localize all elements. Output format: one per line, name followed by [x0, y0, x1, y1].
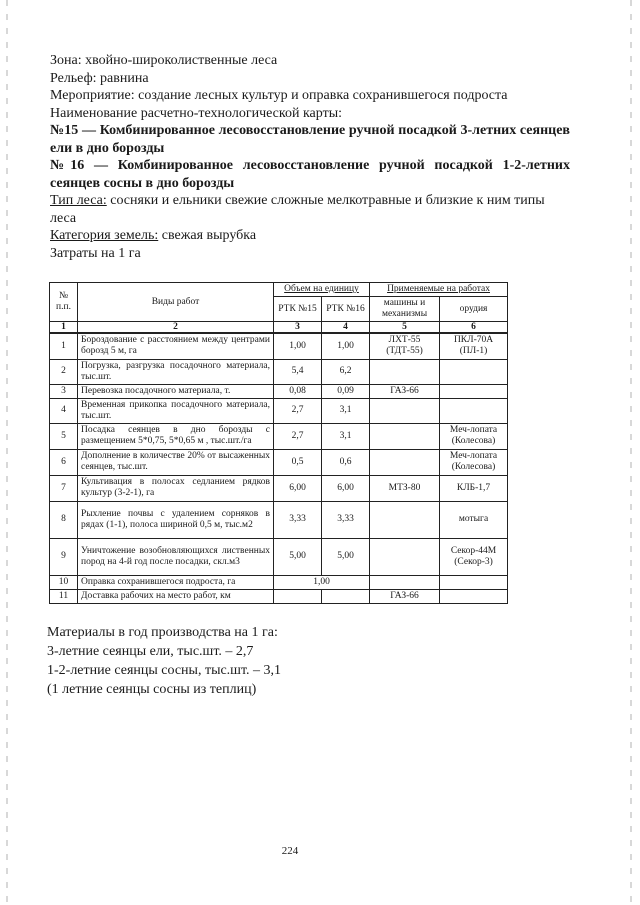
zone-line: Зона: хвойно-широколиственные леса: [50, 53, 278, 68]
row-tool: Секор-44М (Секор-3): [440, 538, 508, 575]
row-volume-merged: 1,00: [274, 575, 370, 589]
row-number: 7: [50, 475, 78, 501]
row-rtk15: 1,00: [274, 333, 322, 359]
row-work: Бороздование с расстоянием между центрами борозд 5 м, га: [78, 333, 274, 359]
row-number: 8: [50, 501, 78, 538]
row-rtk16: 6,00: [322, 475, 370, 501]
table-row: [50, 333, 508, 359]
row-number: 9: [50, 538, 78, 575]
row-number: 10: [50, 575, 78, 589]
row-number: 5: [50, 423, 78, 449]
table-row: [50, 575, 508, 589]
row-rtk15: 6,00: [274, 475, 322, 501]
row-tool: [440, 398, 508, 423]
table-row: [50, 398, 508, 423]
row-tool: [440, 359, 508, 384]
row-work: Уничтожение возобновляющихся лиственных пород на 4-й год после посадки, скл.м3: [78, 538, 274, 575]
header-machines: машины и механизмы: [370, 297, 440, 322]
row-machine: ГАЗ-66: [370, 589, 440, 603]
row-number: 11: [50, 589, 78, 603]
page-number: 224: [281, 845, 299, 857]
row-machine: [370, 449, 440, 475]
row-rtk16: 3,33: [322, 501, 370, 538]
row-work: Погрузка, разгрузка посадочного материала, тыс.шт.: [78, 359, 274, 384]
row-machine: [370, 538, 440, 575]
header-tools: орудия: [440, 297, 508, 322]
table-row: [50, 359, 508, 384]
row-tool: [440, 589, 508, 603]
land-category-value: свежая вырубка: [158, 228, 257, 243]
row-tool: КЛБ-1,7: [440, 475, 508, 501]
row-machine: [370, 423, 440, 449]
row-rtk15: 3,33: [274, 501, 322, 538]
header-applied: Применяемые на работах: [370, 283, 508, 297]
relief-line: Рельеф: равнина: [50, 70, 149, 86]
row-rtk15: 5,4: [274, 359, 322, 384]
row-work: Дополнение в количестве 20% от высаженных сеянцев, тыс.шт.: [78, 449, 274, 475]
row-rtk16: 3,1: [322, 423, 370, 449]
index-cell: 4: [322, 322, 370, 334]
row-rtk16: [322, 589, 370, 603]
row-rtk16: 5,00: [322, 538, 370, 575]
forest-type-value: сосняки и ельники свежие сложные мелкотравные и близкие к ним типы леса: [50, 193, 545, 226]
row-rtk15: 2,7: [274, 398, 322, 423]
row-rtk16: 6,2: [322, 359, 370, 384]
scan-edge-left: [6, 0, 8, 905]
table-row: [50, 384, 508, 398]
row-number: 6: [50, 449, 78, 475]
materials-line: (1 летние сеянцы сосны из теплиц): [47, 682, 257, 697]
intro-block: [50, 52, 570, 262]
index-cell: 5: [370, 322, 440, 334]
materials-line: 1-2-летние сеянцы сосны, тыс.шт. – 3,1: [47, 663, 282, 678]
row-number: 1: [50, 333, 78, 359]
row-work: Перевозка посадочного материала, т.: [78, 384, 274, 398]
row-rtk16: 0,6: [322, 449, 370, 475]
row-number: 3: [50, 384, 78, 398]
table-row: [50, 449, 508, 475]
index-cell: 1: [50, 322, 78, 334]
materials-line: 3-летние сеянцы ели, тыс.шт. – 2,7: [47, 644, 254, 659]
row-number: 2: [50, 359, 78, 384]
row-rtk16: 0,09: [322, 384, 370, 398]
row-tool: Меч-лопата (Колесова): [440, 423, 508, 449]
row-tool: Меч-лопата (Колесова): [440, 449, 508, 475]
row-rtk15: 2,7: [274, 423, 322, 449]
header-works: Виды работ: [78, 283, 274, 322]
card-title-16: №16 — Комбинированное лесовосстановление ручной посадкой 1-2-летних сеянцев сосны в дно борозды: [50, 158, 570, 191]
card-title-15: №15 — Комбинированное лесовосстановление ручной посадкой 3-летних сеянцев ели в дно борозды: [50, 123, 570, 156]
row-machine: ГАЗ-66: [370, 384, 440, 398]
forest-type-label: Тип леса:: [50, 193, 107, 208]
row-machine: [370, 398, 440, 423]
row-machine: [370, 575, 440, 589]
table-row: [50, 589, 508, 603]
header-rtk15: РТК №15: [274, 297, 322, 322]
row-tool: ПКЛ-70А (ПЛ-1): [440, 333, 508, 359]
materials-block: [47, 623, 447, 699]
row-rtk16: 3,1: [322, 398, 370, 423]
row-tool: [440, 384, 508, 398]
table-row: [50, 538, 508, 575]
row-rtk16: 1,00: [322, 333, 370, 359]
row-work: Посадка сеянцев в дно борозды с размещением 5*0,75, 5*0,65 м , тыс.шт./га: [78, 423, 274, 449]
row-rtk15: 0,08: [274, 384, 322, 398]
costs-table: [49, 282, 508, 604]
index-cell: 2: [78, 322, 274, 334]
row-machine: МТЗ-80: [370, 475, 440, 501]
row-tool: мотыга: [440, 501, 508, 538]
table-row: [50, 501, 508, 538]
row-machine: [370, 359, 440, 384]
row-rtk15: 0,5: [274, 449, 322, 475]
card-name-line: Наименование расчетно-технологической карты:: [50, 105, 343, 121]
land-category-line: [50, 227, 570, 245]
index-cell: 6: [440, 322, 508, 334]
row-work: Культивация в полосах седланием рядков культур (3-2-1), га: [78, 475, 274, 501]
table-row: [50, 475, 508, 501]
header-num: № п.п.: [50, 283, 78, 322]
header-rtk16: РТК №16: [322, 297, 370, 322]
event-line: Мероприятие: создание лесных культур и оправка сохранившегося подроста: [50, 88, 508, 103]
row-machine: [370, 501, 440, 538]
header-volume: Объем на единицу: [274, 283, 370, 297]
row-rtk15: 5,00: [274, 538, 322, 575]
table-row: [50, 423, 508, 449]
row-number: 4: [50, 398, 78, 423]
row-tool: [440, 575, 508, 589]
row-work: Доставка рабочих на место работ, км: [78, 589, 274, 603]
row-work: Оправка сохранившегося подроста, га: [78, 575, 274, 589]
index-cell: 3: [274, 322, 322, 334]
costs-caption: Затраты на 1 га: [50, 245, 141, 261]
row-machine: ЛХТ-55 (ТДТ-55): [370, 333, 440, 359]
materials-heading: Материалы в год производства на 1 га:: [47, 625, 278, 640]
row-work: Рыхление почвы с удалением сорняков в рядах (1-1), полоса шириной 0,5 м, тыс.м2: [78, 501, 274, 538]
forest-type-line: [50, 192, 570, 227]
row-work: Временная прикопка посадочного материала, тыс.шт.: [78, 398, 274, 423]
row-rtk15: [274, 589, 322, 603]
land-category-label: Категория земель:: [50, 228, 159, 243]
scan-edge-right: [630, 0, 632, 905]
